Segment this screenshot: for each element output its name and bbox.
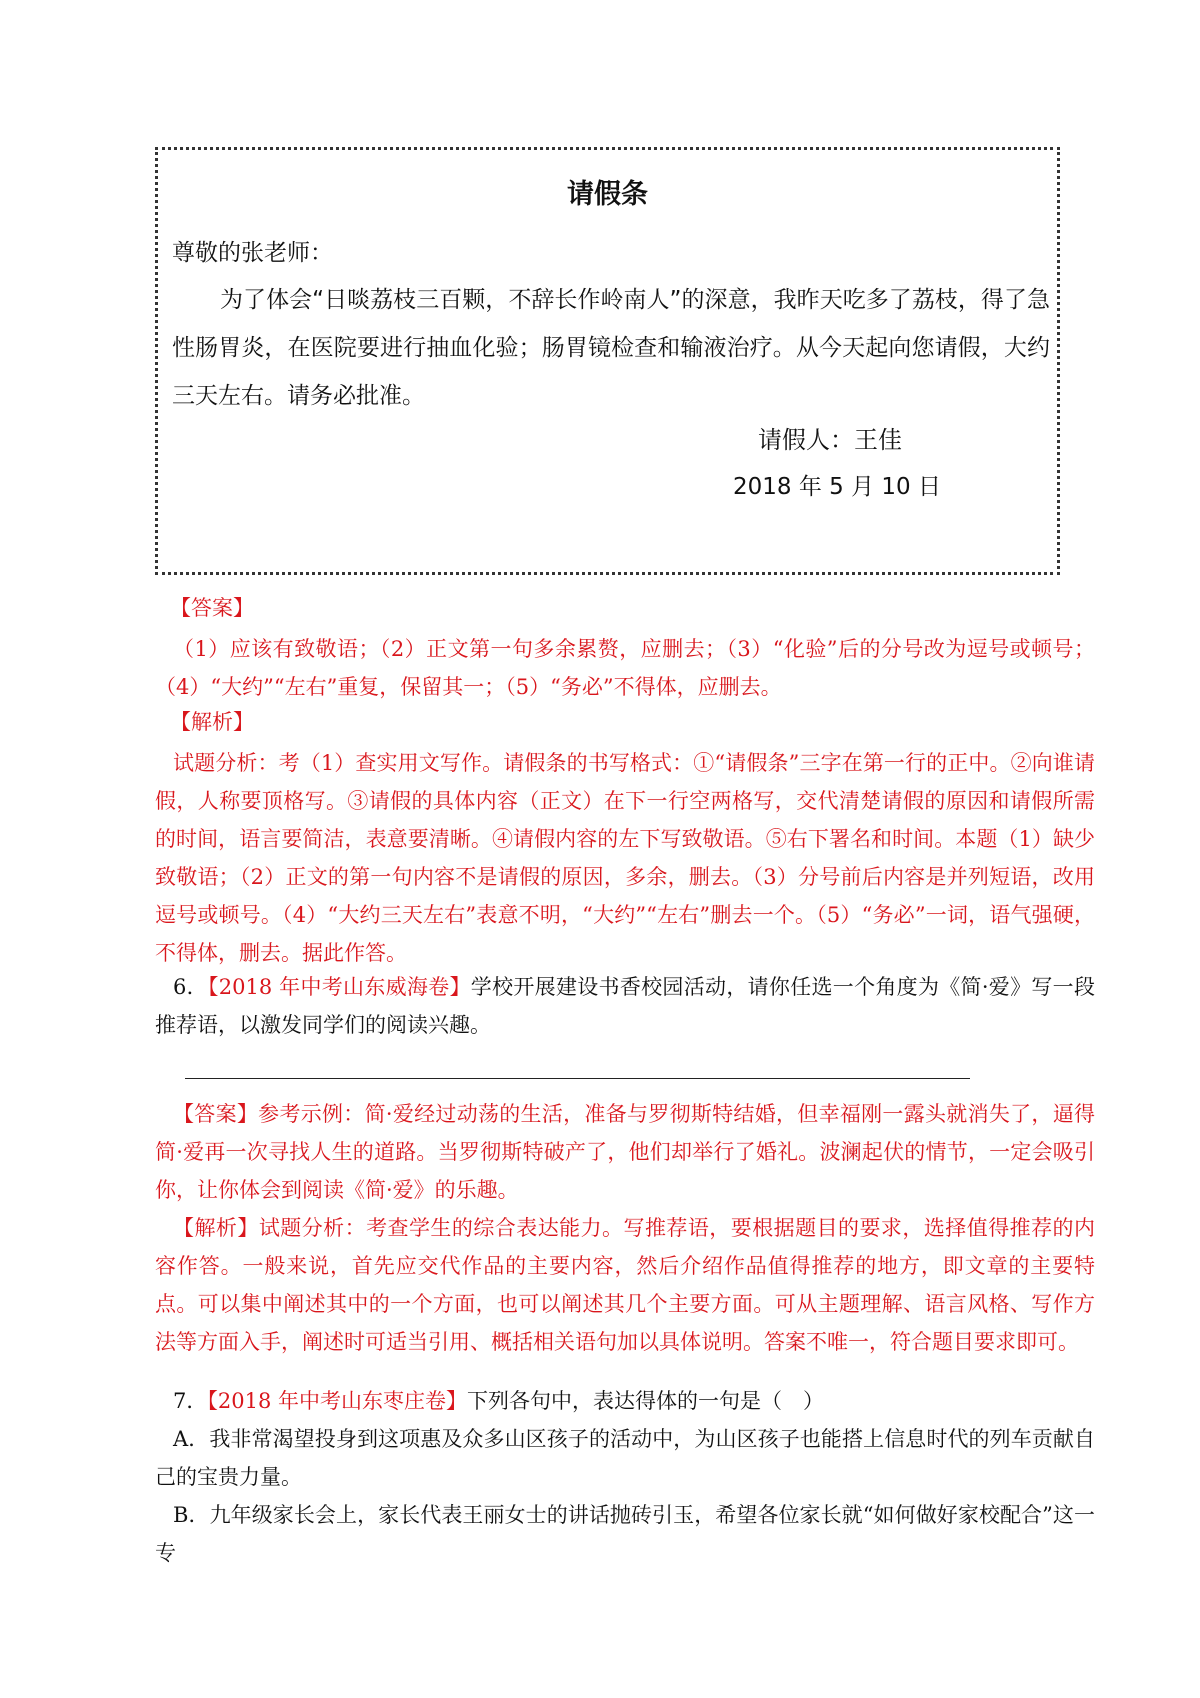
q6-analysis-tag: 【解析】 [173,1216,259,1240]
q7-number: 7． [173,1389,208,1413]
q6-number: 6． [173,975,208,999]
q5-analysis: 试题分析：考（1）查实用文写作。请假条的书写格式：①“请假条”三字在第一行的正中。②向谁请假，人称要顶格写。③请假的具体内容（正文）在下一行空两格写，交代清楚请假的原因和请假所需的时间，语言要简洁，表意要清晰。④请假内容的左下写致敬语。⑤右下署名和时间。本题（1）缺少致敬语；（2）正文的第一句内容不是请假的原因，多余，删去。（3）分号前后内容是并列短语，改用逗号或顿号。（4）“大约三天左右”表意不明，“大约”“左右”删去一个。（5）“务必”一词，语气强硬，不得体，删去。据此作答。 [155,751,1095,965]
q6-answer: 参考示例：简·爱经过动荡的生活，准备与罗彻斯特结婚，但幸福刚一露头就消失了，逼得简·爱再一次寻找人生的道路。当罗彻斯特破产了，他们却举行了婚礼。波澜起伏的情节，一定会吸引你，让你体会到阅读《简·爱》的乐趣。 [155,1102,1096,1202]
q6-source: 【2018 年中考山东威海卷】 [207,975,471,999]
q5-analysis-tag: 【解析】 [170,710,254,734]
q7-question-block [155,1382,1095,1420]
answer-blank-line [185,1078,970,1079]
leave-note-box [155,147,1060,575]
note-date: 2018 年 5 月 10 日 [733,474,941,500]
q5-answer-tag: 【答案】 [170,596,254,620]
q6-analysis-block [155,1209,1095,1361]
q6-analysis: 试题分析：考查学生的综合表达能力。写推荐语，要根据题目的要求，选择值得推荐的内容作答。一般来说，首先应交代作品的主要内容，然后介绍作品值得推荐的地方，即文章的主要特点。可以集中阐述其中的一个方面，也可以阐述其几个主要方面。可从主题理解、语言风格、写作方法等方面入手，阐述时可适当引用、概括相关语句加以具体说明。答案不唯一，符合题目要求即可。 [155,1216,1095,1354]
note-signature: 请假人：王佳 [758,426,902,454]
q6-question-block [155,968,1095,1044]
q5-answer: （1）应该有致敬语；（2）正文第一句多余累赘，应删去；（3）“化验”后的分号改为逗号或顿号；（4）“大约”“左右”重复，保留其一；（5）“务必”不得体，应删去。 [155,637,1095,699]
q6-answer-block [155,1095,1095,1209]
q6-question: 学校开展建设书香校园活动，请你任选一个角度为《简·爱》写一段推荐语，以激发同学们的阅读兴趣。 [155,975,1095,1037]
note-title: 请假条 [567,179,648,210]
q7-option-a: A．我非常渴望投身到这项惠及众多山区孩子的活动中，为山区孩子也能搭上信息时代的列车贡献自己的宝贵力量。 [155,1427,1095,1489]
q7-source: 【2018 年中考山东枣庄卷】 [207,1389,467,1413]
q6-answer-tag: 【答案】 [173,1102,259,1126]
q7-option-b: B．九年级家长会上，家长代表王丽女士的讲话抛砖引玉，希望各位家长就“如何做好家校配合”这一专 [155,1503,1095,1565]
note-body: 为了体会“日啖荔枝三百颗，不辞长作岭南人”的深意，我昨天吃多了荔枝，得了急性肠胃炎，在医院要进行抽血化验；肠胃镜检查和输液治疗。从今天起向您请假，大约三天左右。请务必批准。 [172,287,1050,409]
note-greeting: 尊敬的张老师： [172,240,333,266]
q7-question: 下列各句中，表达得体的一句是（ ） [467,1389,824,1413]
